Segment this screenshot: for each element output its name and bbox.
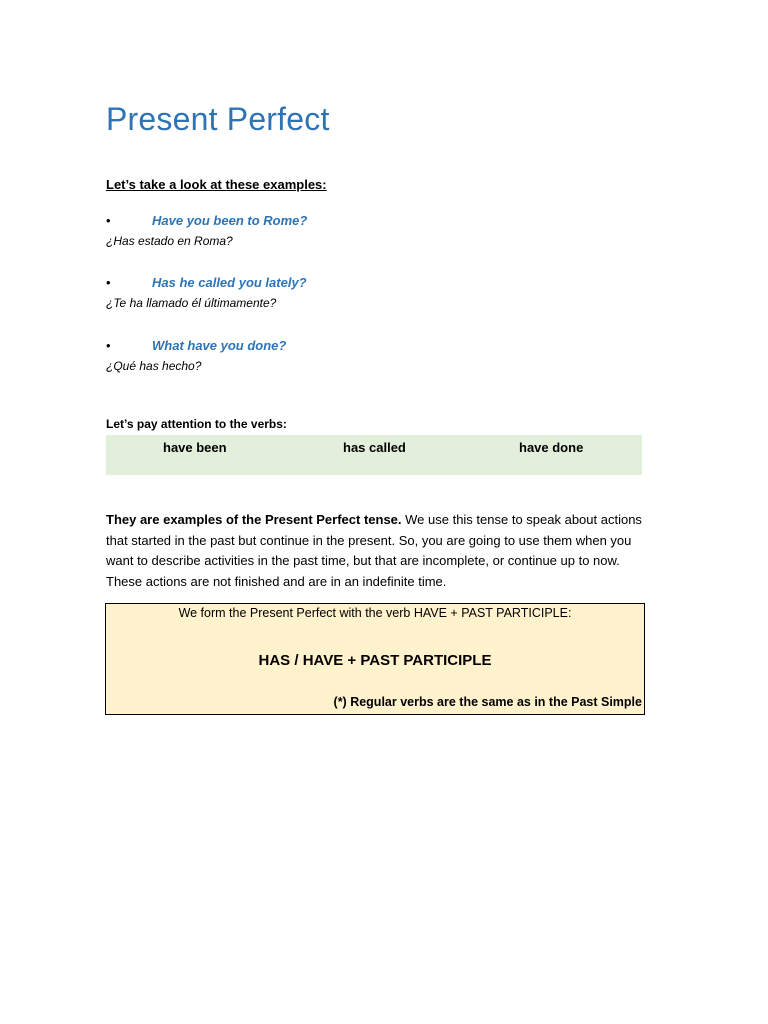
verb-item: have been (163, 440, 227, 455)
example-spanish: ¿Has estado en Roma? (106, 234, 233, 248)
formula-intro: We form the Present Perfect with the verb HAVE + PAST PARTICIPLE: (178, 606, 572, 620)
example-spanish: ¿Qué has hecho? (106, 359, 202, 373)
explanation-body: We use this tense to speak about actions that started in the past but continue in the present. So, you are going to use them when you want to describe activities in the past time, but that are incomplete, or continue up to now. These actions are not finished and are in an indefinite time. (106, 512, 642, 589)
verb-item: has called (343, 440, 406, 455)
bullet-icon: • (106, 275, 111, 290)
bullet-icon: • (106, 213, 111, 228)
formula-box (105, 603, 645, 715)
example-english: Have you been to Rome? (152, 213, 308, 228)
intro-heading: Let’s take a look at these examples: (106, 177, 327, 192)
verbs-label: Let’s pay attention to the verbs: (106, 417, 287, 431)
verbs-strip (106, 435, 642, 475)
example-item (106, 212, 646, 249)
example-item (106, 274, 646, 311)
example-english: What have you done? (152, 338, 287, 353)
example-english: Has he called you lately? (152, 275, 307, 290)
bullet-icon: • (106, 338, 111, 353)
example-item (106, 337, 646, 374)
verb-item: have done (519, 440, 584, 455)
explanation-paragraph (106, 510, 646, 592)
example-spanish: ¿Te ha llamado él últimamente? (106, 296, 277, 310)
explanation-lead: They are examples of the Present Perfect tense. (106, 512, 402, 527)
formula: HAS / HAVE + PAST PARTICIPLE (258, 652, 492, 669)
formula-note: (*) Regular verbs are the same as in the Past Simple (333, 695, 642, 709)
page-title: Present Perfect (106, 101, 330, 137)
